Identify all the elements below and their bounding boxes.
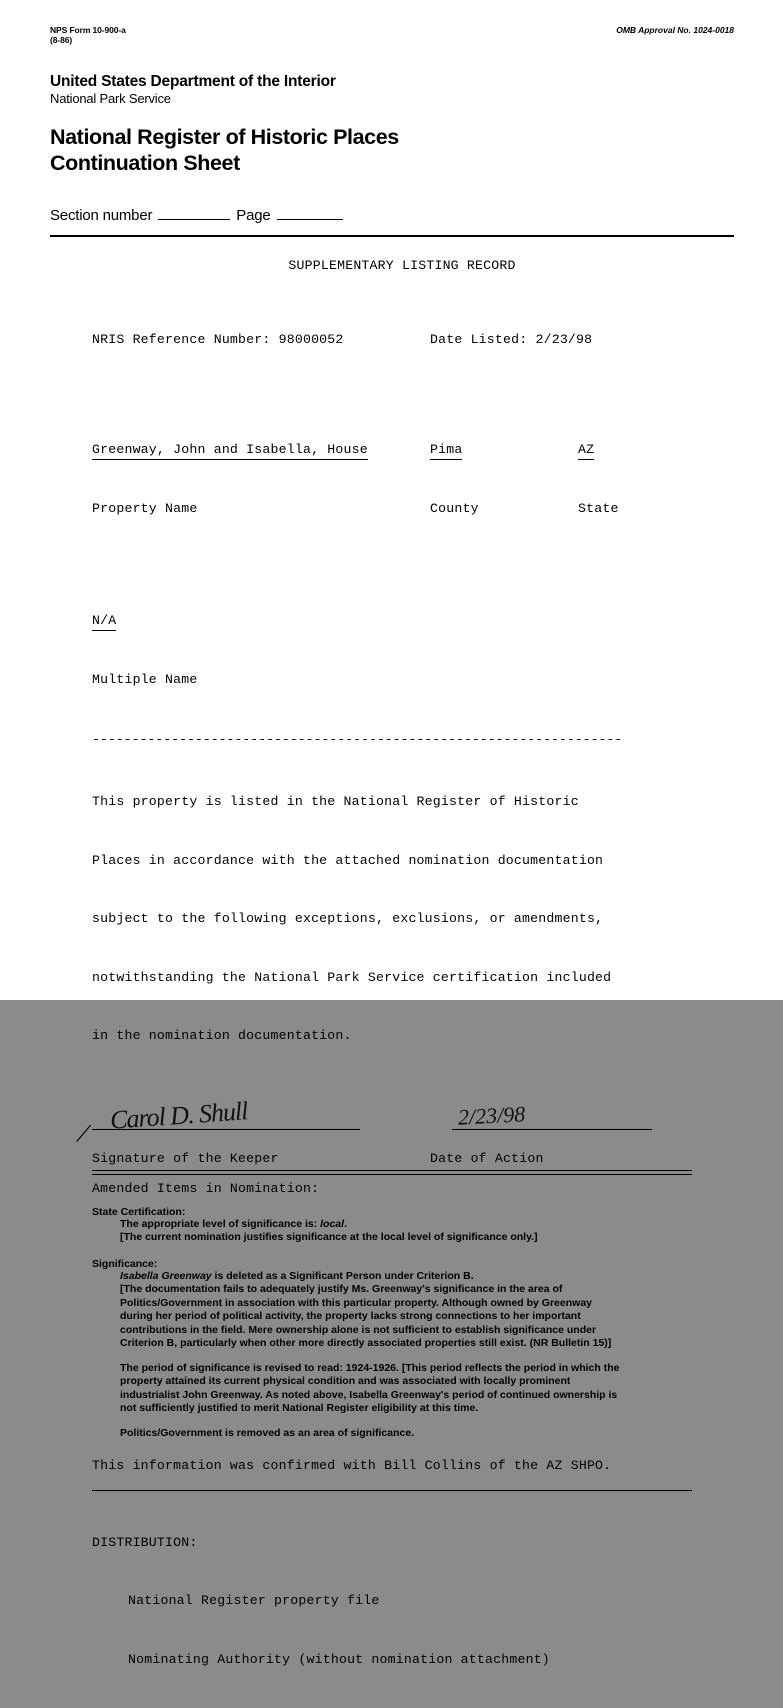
state-cert-level: local [320, 1217, 345, 1230]
multiple-name-label: Multiple Name [92, 672, 198, 688]
pencil-mark-icon: ⟋ [76, 1120, 92, 1146]
distribution-divider [92, 1490, 692, 1491]
nris-row [92, 291, 734, 389]
signature-labels [92, 1149, 734, 1169]
significance-heading: Significance: [92, 1257, 158, 1270]
header-divider [50, 235, 734, 237]
distribution-item-1: National Register property file [128, 1593, 380, 1609]
agency-name: National Park Service [50, 90, 171, 106]
state-certification-heading: State Certification: [92, 1205, 186, 1218]
distribution-item-2: Nominating Authority (without nomination attachment) [128, 1651, 550, 1667]
significance-p3-line-2: property attained its current physical condition and was associated with locally prominent [120, 1375, 571, 1388]
section-page-row [50, 207, 734, 224]
state-certification-body [120, 1218, 734, 1245]
property-name-value: Greenway, John and Isabella, House [92, 440, 368, 461]
listing-statement-line-1: This property is listed in the National Register of Historic [92, 794, 579, 810]
scanned-sheet [28, 12, 755, 1667]
county-label: County [430, 501, 479, 517]
nris-reference-number: NRIS Reference Number: 98000052 [92, 332, 344, 348]
state-cert-text-c: . [344, 1217, 347, 1230]
date-rule [452, 1129, 652, 1130]
multiple-name-row [92, 572, 734, 729]
state-cert-line-1 [120, 1218, 734, 1232]
property-name-label: Property Name [92, 501, 198, 517]
county-value: Pima [430, 440, 462, 461]
significance-p3-line-4: not sufficiently justified to merit National Register eligibility at this time. [120, 1402, 479, 1415]
form-number: NPS Form 10-900-a [50, 25, 126, 35]
form-number-block [50, 26, 126, 46]
listing-statement [92, 753, 734, 1085]
significance-p2-line-1: [The documentation fails to adequately justify Ms. Greenway's significance in the area of [120, 1283, 563, 1296]
double-divider [92, 1170, 692, 1175]
state-certification-section [92, 1206, 734, 1441]
form-revision: (8-86) [50, 34, 73, 45]
sheet-content [50, 26, 734, 1708]
listing-statement-line-4: notwithstanding the National Park Service certification included [92, 969, 612, 985]
property-row [92, 401, 734, 558]
title-line-1: National Register of Historic Places [50, 125, 399, 150]
section-number-field[interactable] [158, 208, 230, 220]
significance-p2-line-5: Criterion B, particularly when other more directly associated properties still exist. (NR Bulletin 15)] [120, 1337, 612, 1350]
title-line-2: Continuation Sheet [50, 151, 240, 176]
state-value: AZ [578, 440, 594, 461]
date-of-action-label: Date of Action [430, 1150, 544, 1166]
amended-items-heading: Amended Items in Nomination: [92, 1181, 320, 1197]
dashed-divider: ------------------------------------------------------------------- [92, 731, 623, 747]
form-header-row [50, 26, 734, 46]
listing-statement-line-2: Places in accordance with the attached nomination documentation [92, 852, 604, 868]
significance-p2-line-4: contributions in the field. Mere ownership alone is not sufficient to establish significance under [120, 1323, 597, 1336]
page-number-field[interactable] [277, 208, 343, 220]
state-cert-line-2: [The current nomination justifies significance at the local level of significance only.] [120, 1231, 538, 1244]
signature-label: Signature of the Keeper [92, 1150, 279, 1166]
signature-area [76, 1095, 734, 1149]
supplementary-listing-heading: SUPPLEMENTARY LISTING RECORD [288, 257, 516, 273]
date-listed: Date Listed: 2/23/98 [430, 332, 593, 348]
significance-paragraph-1 [120, 1270, 734, 1284]
confirmation-statement: This information was confirmed with Bill Collins of the AZ SHPO. [92, 1458, 612, 1474]
page-label: Page [236, 206, 271, 224]
listing-statement-line-3: subject to the following exceptions, exclusions, or amendments, [92, 911, 604, 927]
significant-person-name: Isabella Greenway [120, 1269, 212, 1282]
significance-body [120, 1270, 734, 1441]
signature-rule [92, 1129, 360, 1130]
agency-block [50, 72, 734, 108]
keeper-signature: Carol D. Shull [109, 1095, 249, 1135]
distribution-heading: DISTRIBUTION: [92, 1534, 198, 1550]
state-cert-text-a: The appropriate level of significance is: [120, 1217, 321, 1230]
significance-p3-line-3: industrialist John Greenway. As noted above, Isabella Greenway's period of continued ownership is [120, 1388, 618, 1401]
significance-p2-line-2: Politics/Government in association with this particular property. Although owned by Greenway [120, 1296, 592, 1309]
multiple-name-value: N/A [92, 611, 116, 632]
significance-p4: Politics/Government is removed as an area of significance. [120, 1426, 415, 1439]
significance-p3-line-1: The period of significance is revised to read: 1924-1926. [This period reflects the period in which the [120, 1361, 620, 1374]
distribution-section [92, 1494, 734, 1708]
department-name: United States Department of the Interior [50, 72, 336, 90]
document-title [50, 124, 734, 176]
section-number-label: Section number [50, 206, 153, 224]
state-label: State [578, 501, 619, 517]
omb-approval: OMB Approval No. 1024-0018 [616, 25, 734, 35]
listing-statement-line-5: in the nomination documentation. [92, 1028, 352, 1044]
date-handwritten: 2/23/98 [457, 1100, 526, 1130]
significance-p1-text: is deleted as a Significant Person under Criterion B. [211, 1269, 474, 1282]
significance-p2-line-3: during her period of political activity, the property lacks strong connections to her important [120, 1310, 581, 1323]
